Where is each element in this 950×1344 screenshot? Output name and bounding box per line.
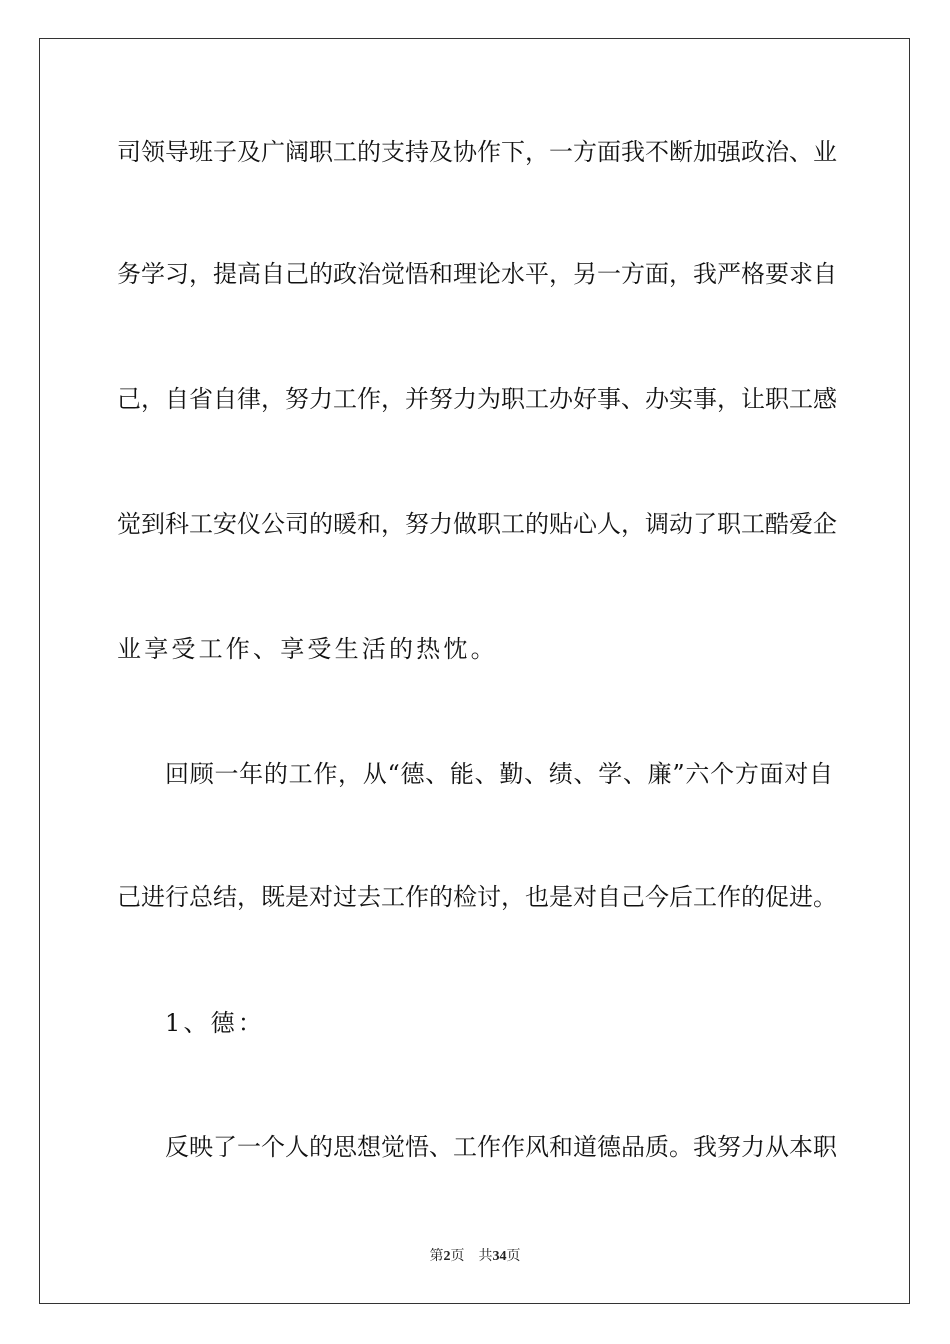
body-line-7: 己进行总结，既是对过去工作的检讨，也是对自己今后工作的促进。: [117, 883, 837, 911]
body-line-5: 业享受工作、享受生活的热忱。: [117, 635, 498, 663]
page-prefix: 第: [429, 1248, 444, 1264]
page-unit: 页: [450, 1248, 465, 1264]
body-line-9: 反映了一个人的思想觉悟、工作作风和道德品质。我努力从本职: [165, 1133, 837, 1161]
total-prefix: 共: [478, 1248, 493, 1264]
page-footer: [0, 1247, 950, 1266]
total-unit: 页: [506, 1248, 521, 1264]
body-line-1: 司领导班子及广阔职工的支持及协作下，一方面我不断加强政治、业: [117, 138, 837, 166]
body-line-4: 觉到科工安仪公司的暖和，努力做职工的贴心人，调动了职工酷爱企: [117, 510, 837, 538]
body-line-6: 回顾一年的工作，从“德、能、勤、绩、学、廉”六个方面对自: [165, 760, 833, 788]
page-total: 34: [492, 1249, 507, 1264]
section-heading: 1、德：: [165, 1009, 266, 1037]
page-current: 2: [443, 1249, 451, 1264]
body-line-3: 己，自省自律，努力工作，并努力为职工办好事、办实事，让职工感: [117, 385, 837, 413]
page-border: [39, 38, 910, 1304]
body-line-2: 务学习，提高自己的政治觉悟和理论水平，另一方面，我严格要求自: [117, 260, 837, 288]
